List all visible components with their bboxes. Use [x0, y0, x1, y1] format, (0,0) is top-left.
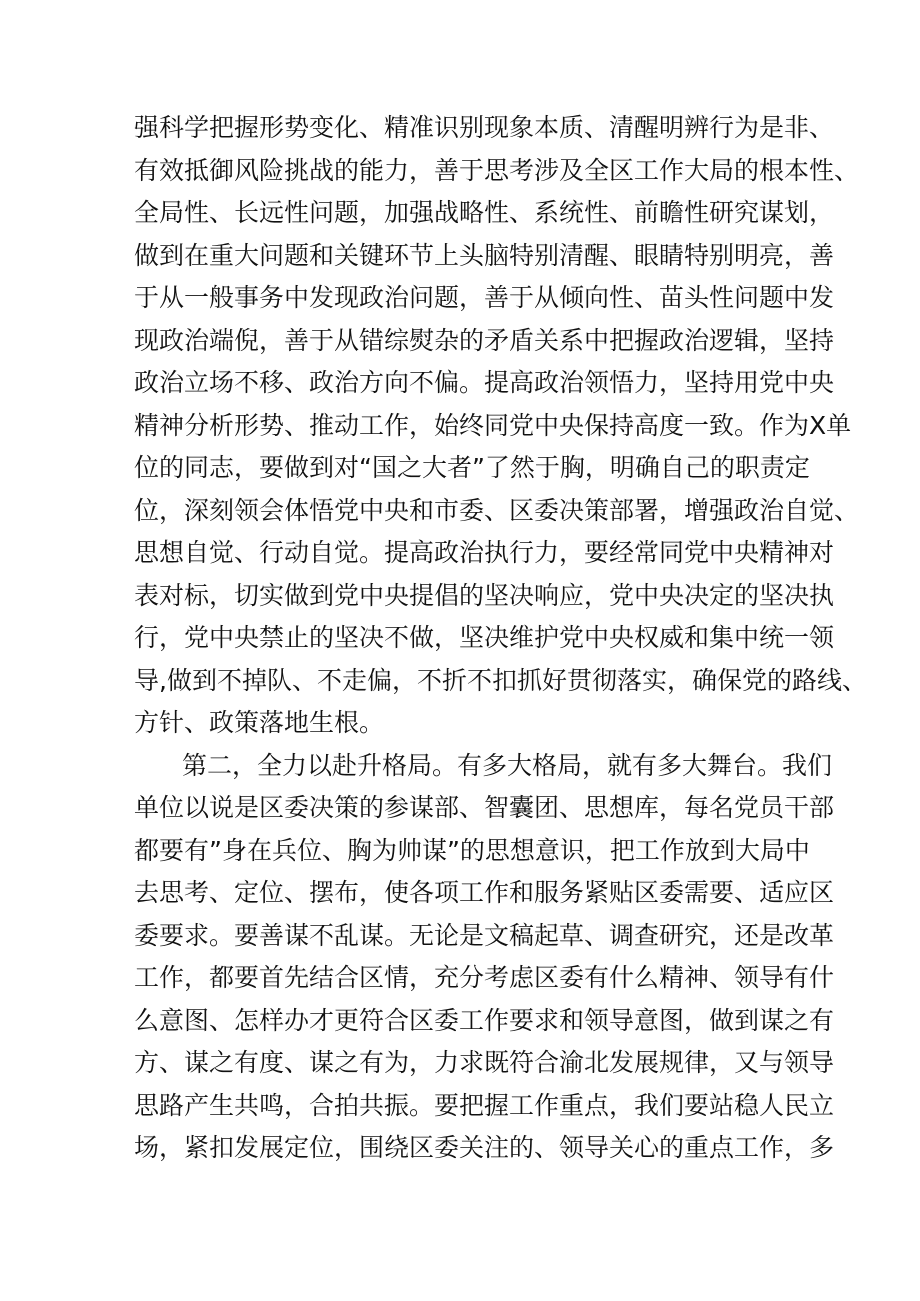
text-line: 全局性、长远性问题，加强战略性、系统性、前瞻性研究谋划， [134, 198, 835, 227]
paragraph-end-line: 方针、政策落地生根。 [134, 708, 385, 737]
text-line: 有效抵御风险挑战的能力，善于思考涉及全区工作大局的根本性、 [134, 155, 860, 185]
text-line: 位的同志，要做到对“国之大者”了然于胸，明确自己的职责定 [134, 453, 810, 482]
text-line: 方、谋之有度、谋之有为，力求既符合渝北发展规律，又与领导 [134, 1048, 835, 1077]
paragraph-start-line: 第二，全力以赴升格局。有多大格局，就有多大舞台。我们 [182, 750, 833, 780]
text-line: 思路产生共鸣，合拍共振。要把握工作重点，我们要站稳人民立 [134, 1090, 835, 1120]
text-line: 现政治端倪，善于从错综熨杂的矛盾关系中把握政治逻辑，坚持 [134, 325, 835, 355]
text-line: 政治立场不移、政治方向不偏。提高政治领悟力，坚持用党中央 [134, 368, 835, 397]
text-line: 单位以说是区委决策的参谋部、智囊团、思想库，每名党员干部 [134, 793, 835, 822]
text-line: 行，党中央禁止的坚决不做，坚决维护党中央权威和集中统一领 [134, 623, 835, 652]
text-line: 做到在重大问题和关键环节上头脑特别清醒、眼睛特别明亮，善 [134, 240, 835, 270]
text-line: 工作，都要首先结合区情，充分考虑区委有什么精神、领导有什 [134, 963, 835, 992]
text-line: 导,做到不掉队、不走偏，不折不扣抓好贯彻落实，确保党的路线、 [134, 665, 867, 695]
text-line: 表对标，切实做到党中央提倡的坚决响应，党中央决定的坚决执 [134, 580, 835, 610]
text-line: 委要求。要善谋不乱谋。无论是文稿起草、调查研究，还是改革 [134, 920, 835, 950]
text-line: 强科学把握形势变化、精准识别现象本质、清醒明辨行为是非、 [134, 113, 835, 142]
text-line: 都要有”身在兵位、胸为帅谋”的思想意识，把工作放到大局中 [134, 835, 810, 865]
text-line: 于从一般事务中发现政治问题，善于从倾向性、苗头性问题中发 [134, 283, 835, 312]
text-line: 位，深刻领会体悟党中央和市委、区委决策部署，增强政治自觉、 [134, 495, 860, 525]
text-line: 思想自觉、行动自觉。提高政治执行力，要经常同党中央精神对 [134, 538, 835, 567]
document-body [134, 107, 867, 1170]
text-line: 精神分析形势、推动工作，始终同党中央保持高度一致。作为X单 [134, 410, 852, 440]
text-line: 去思考、定位、摆布，使各项工作和服务紧贴区委需要、适应区 [134, 878, 835, 907]
text-line: 场，紧扣发展定位，围绕区委关注的、领导关心的重点工作，多 [134, 1133, 835, 1162]
text-line: 么意图、怎样办才更符合区委工作要求和领导意图，做到谋之有 [134, 1005, 835, 1035]
